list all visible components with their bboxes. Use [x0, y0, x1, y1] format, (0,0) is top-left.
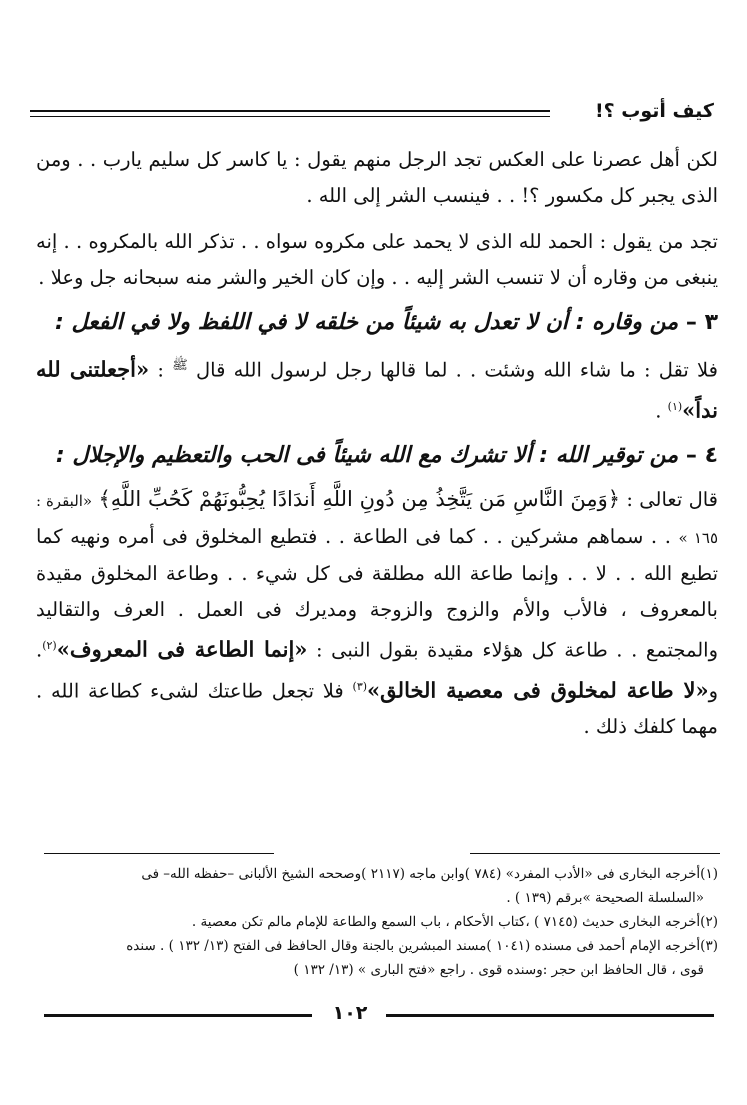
footnote-marker-2: (٢) — [42, 639, 57, 652]
paragraph-4 — [36, 481, 718, 745]
salutation-glyph: ﷺ — [172, 358, 188, 373]
section-title-4: من توقير الله : ألا تشرك مع الله شيئاً فى الحب والتعظيم والإجلال : — [55, 443, 679, 468]
section-number-3: ٣ – — [685, 310, 718, 335]
footer-rule-left — [44, 1014, 312, 1017]
hadith-quote-1: «أجعلتنى لله نداً» — [36, 356, 718, 422]
footnote-1-continued: «السلسلة الصحيحة »برقم (١٣٩ ) . — [506, 890, 704, 906]
footnote-3: (٣)أخرجه الإمام أحمد فى مسنده (١٠٤١ )مسند المبشرين بالجنة وقال الحافظ فى الفتح (١٣/ ١٣٢ ) . سنده — [126, 938, 718, 954]
paragraph-1: لكن أهل عصرنا على العكس تجد الرجل منهم يقول : يا كاسر كل سليم يارب . . ومن الذى يجبر كل مكسور ؟! . . فينسب الشر إلى الله . — [36, 148, 718, 207]
footnote-2: (٢)أخرجه البخارى حديث (٧١٤٥ ) ،كتاب الأحكام ، باب السمع والطاعة للإمام مالم تكن معصية . — [191, 914, 718, 930]
running-header — [30, 98, 718, 130]
hadith-quote-3: «لا طاعة لمخلوق فى معصية الخالق» — [367, 677, 709, 702]
paragraph-4-end: فلا تجعل طاعتك لشىء كطاعة الله . مهما كلفك ذلك . — [36, 679, 718, 738]
section-heading-4 — [36, 437, 718, 475]
paragraph-4-middle: . . سماهم مشركين . . كما فى الطاعة . . فتطيع المخلوق فى أمره ونهيه كما تطيع الله . . لا . . وإنما طاعة الله مطلقة فى كل شيء . . وطاعة المخلوق مقيدة بالمعروف ، فالأب والأم والزوج والزوجة ومديرك فى العمل . العرف والتقاليد والمجتمع . . طاعة كل هؤلاء مقيدة بقول النبى : — [36, 525, 718, 662]
footnote-rule-left — [44, 853, 274, 854]
header-rule-thin — [30, 116, 550, 117]
paragraph-4-intro: قال تعالى : — [626, 488, 719, 511]
footnote-rule-right — [470, 853, 720, 854]
quran-verse: ﴿وَمِنَ النَّاسِ مَن يَتَّخِذُ مِن دُونِ اللَّهِ أَندَادًا يُحِبُّونَهُمْ كَحُبِّ اللَّهِ﴾ — [98, 487, 621, 511]
footnote-marker-1: (١) — [667, 399, 683, 413]
main-text — [36, 142, 718, 745]
page-number: ١٠٢ — [332, 1002, 368, 1024]
running-header-title: كيف أتوب ؟! — [594, 100, 714, 122]
page-footer — [44, 1002, 714, 1032]
footnote-marker-3: (٣) — [352, 679, 368, 693]
hadith-quote-2: «إنما الطاعة فى المعروف» — [56, 636, 308, 662]
section-number-4: ٤ – — [685, 443, 718, 468]
paragraph-3-text: فلا تقل : ما شاء الله وشئت . . لما قالها رجل لرسول الله قال — [195, 358, 718, 382]
section-title-3: من وقاره : أن لا تعدل به شيئاً من خلقه لا في اللفظ ولا في الفعل : — [55, 310, 679, 335]
header-rule-thick — [30, 110, 550, 112]
separator: . و — [36, 638, 719, 702]
colon: : — [157, 358, 164, 382]
footer-rule-right — [386, 1014, 714, 1017]
section-heading-3 — [36, 304, 718, 342]
footnotes — [38, 862, 718, 982]
paragraph-3 — [36, 348, 718, 429]
footnote-3-continued: قوى ، قال الحافظ ابن حجر :وسنده قوى . راجع «فتح البارى » (١٣/ ١٣٢ ) — [293, 962, 704, 978]
paragraph-3-end: . — [655, 399, 662, 422]
paragraph-2: تجد من يقول : الحمد لله الذى لا يحمد على مكروه سواه . . تذكر الله بالمكروه . . إنه ينبغى من وقاره أن لا تنسب الشر إليه . . وإن كان الخير والشر منه سبحانه جل وعلا . — [36, 230, 718, 289]
footnote-1: (١)أخرجه البخارى فى «الأدب المفرد» (٧٨٤ )وابن ماجه (٢١١٧ )وصححه الشيخ الألبانى –حفظه الله– فى — [141, 866, 718, 882]
quran-reference: «البقرة : ١٦٥ » — [36, 492, 718, 547]
